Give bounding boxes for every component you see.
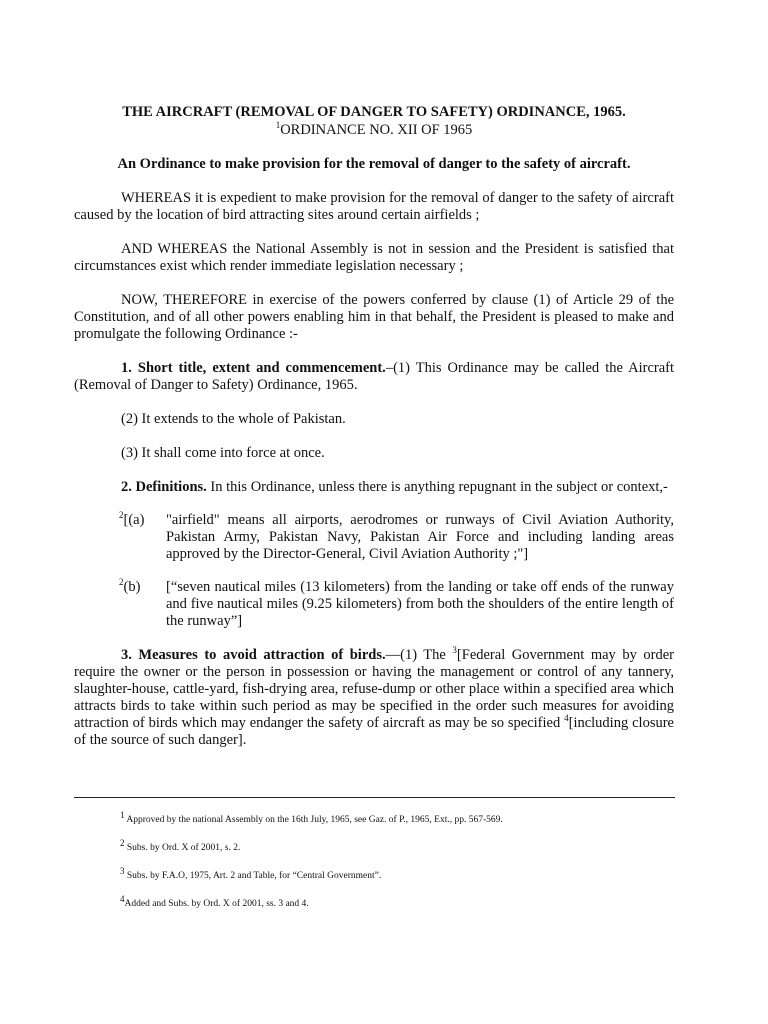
- definition-a-text: "airfield" means all airports, aerodromes or runways of Civil Aviation Authority, Pakistan Army, Pakistan Navy, Pakistan Air Force and including landing areas approved by the Director-General, Civil Aviation Authority ;"]: [166, 512, 674, 562]
- footnote-ref-1[interactable]: 1: [275, 120, 281, 131]
- section-2-heading: 2. Definitions.: [121, 479, 207, 495]
- footnote-ref-2b[interactable]: 2: [119, 577, 124, 588]
- document-title: THE AIRCRAFT (REMOVAL OF DANGER TO SAFETY) ORDINANCE, 1965.: [122, 104, 626, 120]
- footnote-ref-4[interactable]: 4: [564, 713, 569, 724]
- footnote-1: $^1$ Approved by the national Assembly on the 16th July, 1965, see Gaz. of P., 1965, Ext., pp. 567-569.: [120, 810, 503, 826]
- document-body: [74, 96, 674, 749]
- enacting-clause: NOW, THEREFORE in exercise of the powers conferred by clause (1) of Article 29 of the Constitution, and of all other powers enabling him in that behalf, the President is pleased to make and promulgate the following Ordinance :-: [74, 292, 674, 342]
- definition-a: $^2$[(a) "airfield" means all airports, aerodromes or runways of Civil Aviation Authority, Pakistan Army, Pakistan Navy, Pakistan Air Force and including landing areas approved by the Director-General, Civil Aviation Authority ;"]: [119, 510, 674, 562]
- footnote-4: $^4$Added and Subs. by Ord. X of 2001, ss. 3 and 4.: [120, 894, 309, 910]
- footnote-2: $^2$ Subs. by Ord. X of 2001, s. 2.: [120, 838, 241, 854]
- section-3-heading: 3. Measures to avoid attraction of birds.: [121, 647, 386, 663]
- footnote-divider: [74, 797, 675, 798]
- ordinance-number: $^1$ORDINANCE NO. XII OF 1965: [275, 120, 473, 138]
- footnote-3: $^3$ Subs. by F.A.O, 1975, Art. 2 and Table, for “Central Government”.: [120, 866, 382, 882]
- definition-b: $^2$(b) [“seven nautical miles (13 kilometers) from the landing or take off ends of the runway and five nautical miles (9.25 kilometers) from both the shoulders of the entire length of the runway”]: [119, 577, 674, 629]
- definition-b-text: [“seven nautical miles (13 kilometers) from the landing or take off ends of the runway and five nautical miles (9.25 kilometers) from both the shoulders of the entire length of the runway”]: [166, 579, 674, 629]
- section-1-sub-2: (2) It extends to the whole of Pakistan.: [121, 411, 346, 427]
- footnote-ref-2a[interactable]: 2: [119, 510, 124, 521]
- section-1: 1. Short title, extent and commencement.–(1) This Ordinance may be called the Aircraft (Removal of Danger to Safety) Ordinance, 1965.: [74, 360, 675, 393]
- preamble-whereas-2: AND WHEREAS the National Assembly is not in session and the President is satisfied that circumstances exist which render immediate legislation necessary ;: [74, 241, 674, 274]
- footnote-ref-3[interactable]: 3: [452, 645, 457, 656]
- section-1-sub-3: (3) It shall come into force at once.: [121, 445, 325, 461]
- section-2: 2. Definitions. In this Ordinance, unless there is anything repugnant in the subject or context,-: [121, 479, 668, 495]
- preamble-whereas-1: WHEREAS it is expedient to make provision for the removal of danger to the safety of aircraft caused by the location of bird attracting sites around certain airfields ;: [74, 190, 674, 223]
- section-3: 3. Measures to avoid attraction of birds.—(1) The $^3$[Federal Government may by order require the owner or the person in possession or having the management or control of any tannery, slaughter-house, cattle-yard, fish-drying area, refuse-dump or other place within a specified area which attracts birds to take within such period as may be specified in the order such measures for avoiding attraction of birds which may endanger the safety of aircraft as may be so specified $^4$[including closure of the source of such danger].: [74, 645, 674, 748]
- section-1-heading: 1. Short title, extent and commencement.: [121, 360, 386, 376]
- long-title: An Ordinance to make provision for the removal of danger to the safety of aircraft.: [117, 156, 631, 172]
